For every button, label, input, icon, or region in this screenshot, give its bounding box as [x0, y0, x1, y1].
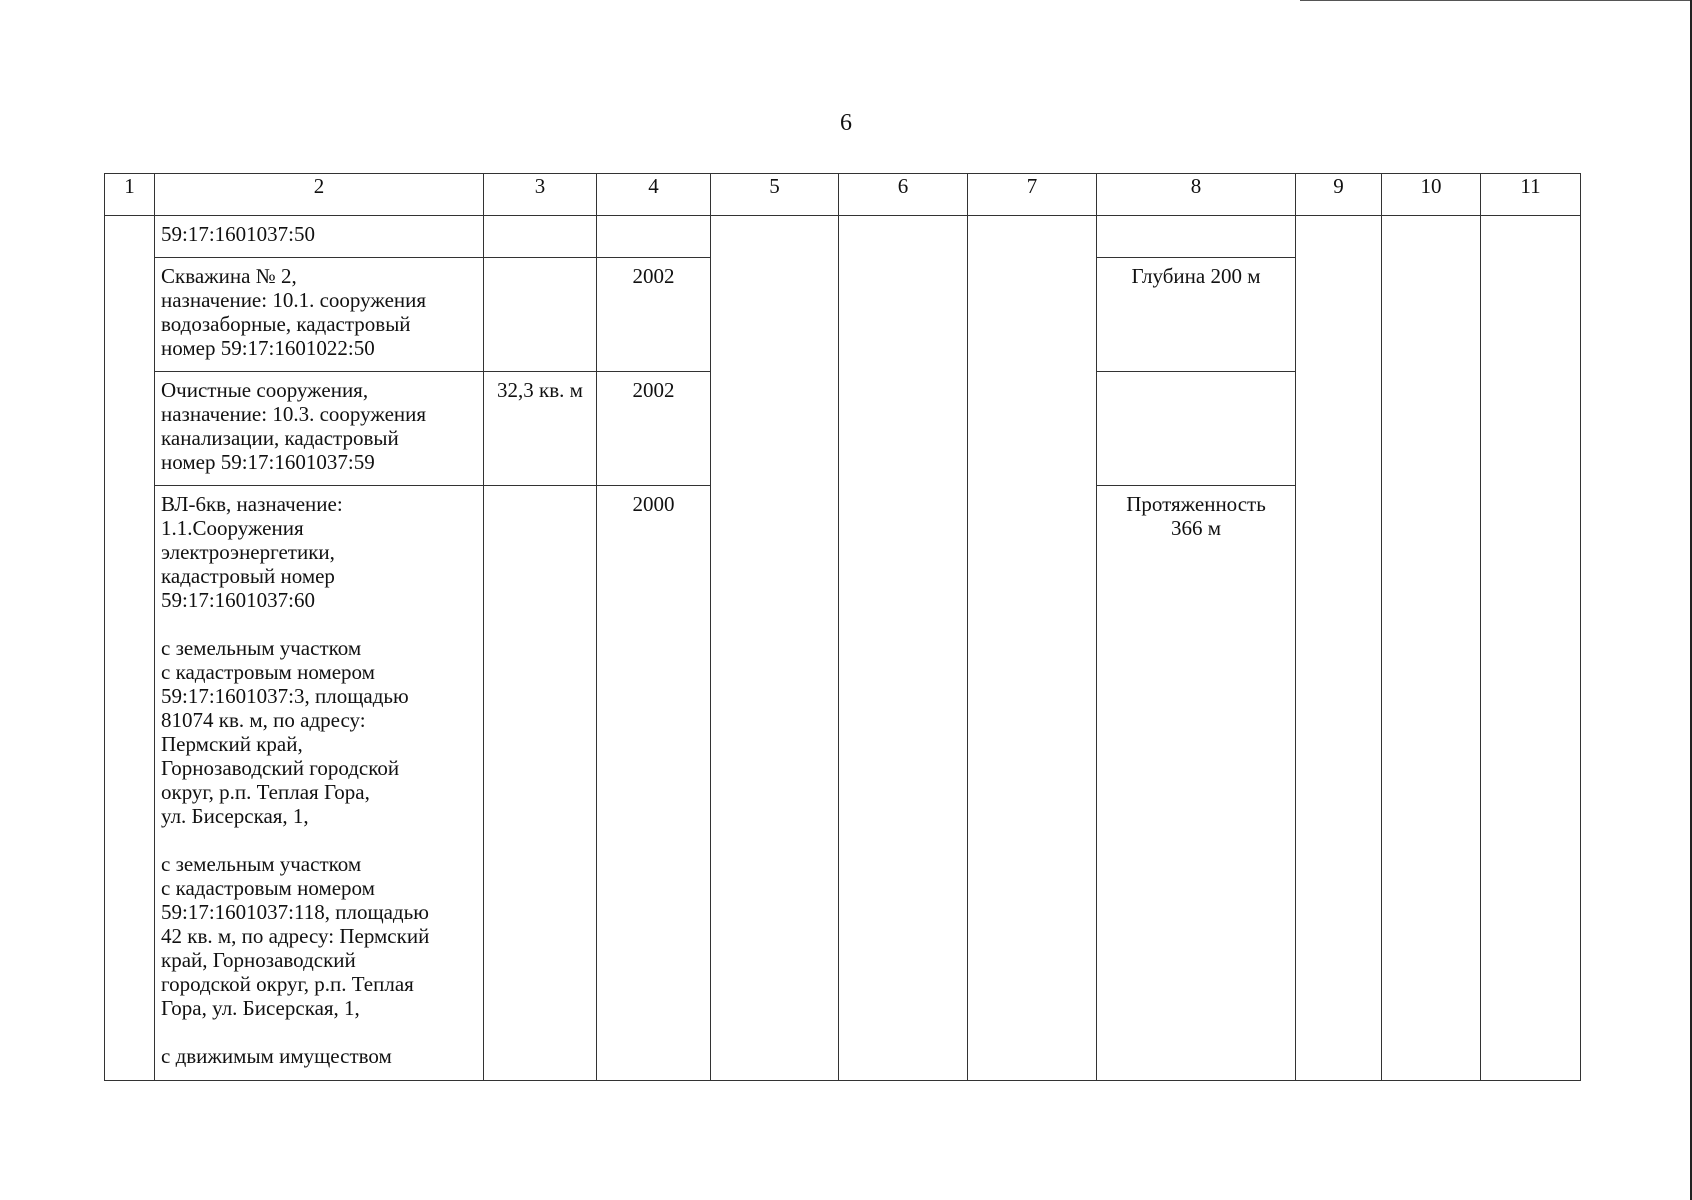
column-header: 5: [711, 174, 839, 216]
object-description-cell: [155, 258, 484, 372]
column-header: 10: [1382, 174, 1481, 216]
column-header: 7: [968, 174, 1097, 216]
characteristic-cell: [1097, 258, 1296, 372]
object-description-cell: [155, 486, 484, 1081]
column-header: 2: [155, 174, 484, 216]
characteristic-line: Глубина 200 м: [1131, 264, 1261, 288]
characteristic-line: 366 м: [1170, 516, 1222, 540]
object-line: 1.1.Сооружения: [161, 516, 304, 540]
table-row: [105, 216, 1581, 258]
paragraph-gap: [161, 1020, 477, 1044]
object-line: номер 59:17:1601037:59: [161, 450, 375, 474]
column-6-cell: [839, 216, 968, 1081]
area-cell: [484, 486, 597, 1081]
object-line: номер 59:17:1601022:50: [161, 336, 375, 360]
object-line: ВЛ-6кв, назначение:: [161, 492, 343, 516]
object-line: городской округ, р.п. Теплая: [161, 972, 414, 996]
object-line: 59:17:1601037:118, площадью: [161, 900, 429, 924]
area-cell: [484, 258, 597, 372]
object-line: с земельным участком: [161, 852, 362, 876]
object-line: ул. Бисерская, 1,: [161, 804, 309, 828]
object-line: 59:17:1601037:60: [161, 588, 316, 612]
object-line: водозаборные, кадастровый: [161, 312, 411, 336]
object-line: назначение: 10.1. сооружения: [161, 288, 427, 312]
column-header: 9: [1296, 174, 1382, 216]
column-10-cell: [1382, 216, 1481, 1081]
object-line: край, Горнозаводский: [161, 948, 356, 972]
year-cell: 2002: [597, 258, 711, 372]
page-number: 6: [840, 110, 852, 136]
year-cell: 2000: [597, 486, 711, 1081]
object-line: Очистные сооружения,: [161, 378, 369, 402]
object-line: с движимым имуществом: [161, 1044, 392, 1068]
object-line: с кадастровым номером: [161, 876, 375, 900]
characteristic-cell: [1097, 486, 1296, 1081]
object-line: Скважина № 2,: [161, 264, 297, 288]
area-cell: [484, 216, 597, 258]
area-cell: 32,3 кв. м: [484, 372, 597, 486]
object-line: электроэнергетики,: [161, 540, 335, 564]
top-edge-rule: [1300, 0, 1692, 1]
object-line: 42 кв. м, по адресу: Пермский: [161, 924, 430, 948]
object-description-cell: [155, 372, 484, 486]
year-cell: [597, 216, 711, 258]
object-line: назначение: 10.3. сооружения: [161, 402, 427, 426]
object-line: канализации, кадастровый: [161, 426, 399, 450]
characteristic-cell: [1097, 372, 1296, 486]
column-5-cell: [711, 216, 839, 1081]
column-header: 6: [839, 174, 968, 216]
object-line: 59:17:1601037:3, площадью: [161, 684, 409, 708]
column-number-row: [105, 174, 1581, 216]
column-header: 8: [1097, 174, 1296, 216]
object-line: округ, р.п. Теплая Гора,: [161, 780, 370, 804]
object-line: 81074 кв. м, по адресу:: [161, 708, 366, 732]
object-line: Пермский край,: [161, 732, 303, 756]
column-header: 4: [597, 174, 711, 216]
property-table: [104, 173, 1581, 1081]
object-line: Горнозаводский городской: [161, 756, 400, 780]
characteristic-cell: [1097, 216, 1296, 258]
paragraph-gap: [161, 828, 477, 852]
object-description-cell: [155, 216, 484, 258]
characteristic-line: Протяженность: [1126, 492, 1266, 516]
column-header: 11: [1481, 174, 1581, 216]
object-line: кадастровый номер: [161, 564, 335, 588]
row-number-cell: [105, 216, 155, 1081]
object-line: 59:17:1601037:50: [161, 222, 316, 246]
paragraph-gap: [161, 612, 477, 636]
column-header: 3: [484, 174, 597, 216]
object-line: с земельным участком: [161, 636, 362, 660]
object-line: с кадастровым номером: [161, 660, 375, 684]
column-11-cell: [1481, 216, 1581, 1081]
column-9-cell: [1296, 216, 1382, 1081]
column-header: 1: [105, 174, 155, 216]
column-7-cell: [968, 216, 1097, 1081]
year-cell: 2002: [597, 372, 711, 486]
object-line: Гора, ул. Бисерская, 1,: [161, 996, 360, 1020]
